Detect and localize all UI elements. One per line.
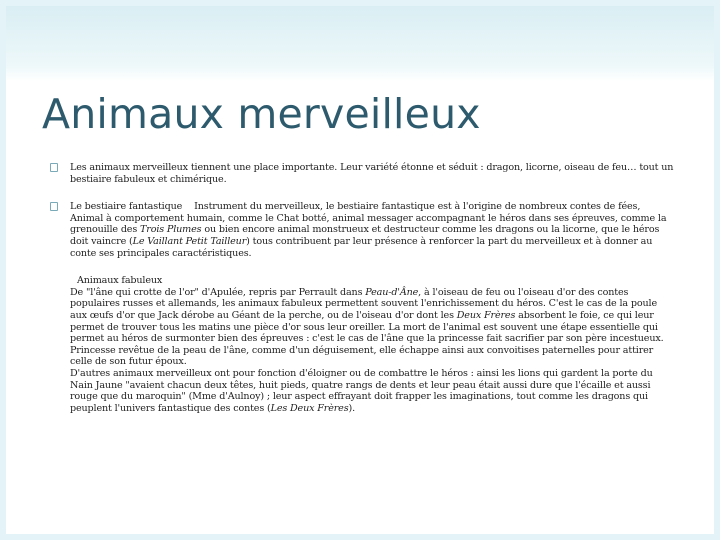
text-run: ) tous contribuent par leur présence à renforcer la part du merveilleux et à donner au conte ses principales caractéristiques. [70, 235, 653, 259]
text-run: D'autres animaux merveilleux ont pour fonction d'éloigner ou de combattre le héros : ainsi les lions qui gardent la porte du Nain Jaune "avaient chacun deux têtes, huit pieds, quatre rangs de dents et leur peau était aussi dure que l'écaille et aussi rouge que du maroquin" (Mme d'Aulnoy) ; leur aspect effrayant doit frapper les imaginations, tout comme les dragons qui peuplent l'univers fantastique des contes ( [70, 367, 653, 414]
bullet-item-1 [50, 162, 674, 185]
bullet-text: Les animaux merveilleux tiennent une place importante. Leur variété étonne et séduit : dragon, licorne, oiseau de feu… tout un bestiaire fabuleux et chimérique. [70, 162, 674, 185]
bullet-heading: Le bestiaire fantastique [70, 201, 183, 213]
section-paragraph [70, 287, 674, 368]
italic-title: Trois Plumes [140, 224, 202, 236]
section-title: Animaux fabuleux [77, 275, 163, 287]
slide-title: Animaux merveilleux [42, 90, 481, 138]
section-animaux-fabuleux [70, 275, 674, 414]
text-run: De "l'âne qui crotte de l'or" d'Apulée, repris par Perrault dans [70, 286, 366, 298]
text-run: ou bien encore animal monstrueux et destructeur comme les dragons ou la licorne, que le héros doit vaincre ( [70, 224, 660, 247]
italic-title: Le Vaillant Petit Tailleur [132, 235, 247, 247]
bullet-item-2 [50, 201, 674, 259]
italic-title: Deux Frères [456, 309, 516, 321]
bullet-text: Instrument du merveilleux, le bestiaire fantastique est à l'origine de nombreux contes de fées, [194, 201, 641, 213]
italic-title: Les Deux Frères [270, 402, 349, 414]
italic-title: Peau-d'Âne [365, 286, 419, 298]
bullet-box-icon [50, 163, 58, 172]
bullet-paragraph [70, 201, 674, 213]
bullet-box-icon [50, 202, 58, 211]
bullet-paragraph [70, 213, 674, 259]
text-run: Animal à comportement humain, comme le Chat botté, animal messager accompagnant le héros dans ses épreuves, comme la grenouille des [70, 212, 667, 236]
text-run: ). [348, 402, 355, 414]
text-run: , à l'oiseau de feu ou l'oiseau d'or des contes populaires russes et allemands, les animaux fabuleux permettent souvent l'enrichissement du héros. C'est le cas de la poule aux œufs d'or que Jack dérobe au Géant de la perche, ou de l'oiseau d'or dont les [70, 286, 657, 321]
text-run: absorbent le foie, ce qui leur permet de trouver tous les matins une pièce d'or sous leur oreiller. La mort de l'animal est souvent une étape essentielle qui permet au héros de surmonter bien des épreuves : c'est le cas de l'âne que la princesse fait sacrifier par son père incestueux. Princesse revêtue de la peau de l'âne, comme d'un déguisement, elle échappe ainsi aux convoitises paternelles pour attirer celle de son futur époux. [70, 309, 664, 368]
section-paragraph [70, 368, 674, 414]
slide-content [50, 162, 674, 414]
